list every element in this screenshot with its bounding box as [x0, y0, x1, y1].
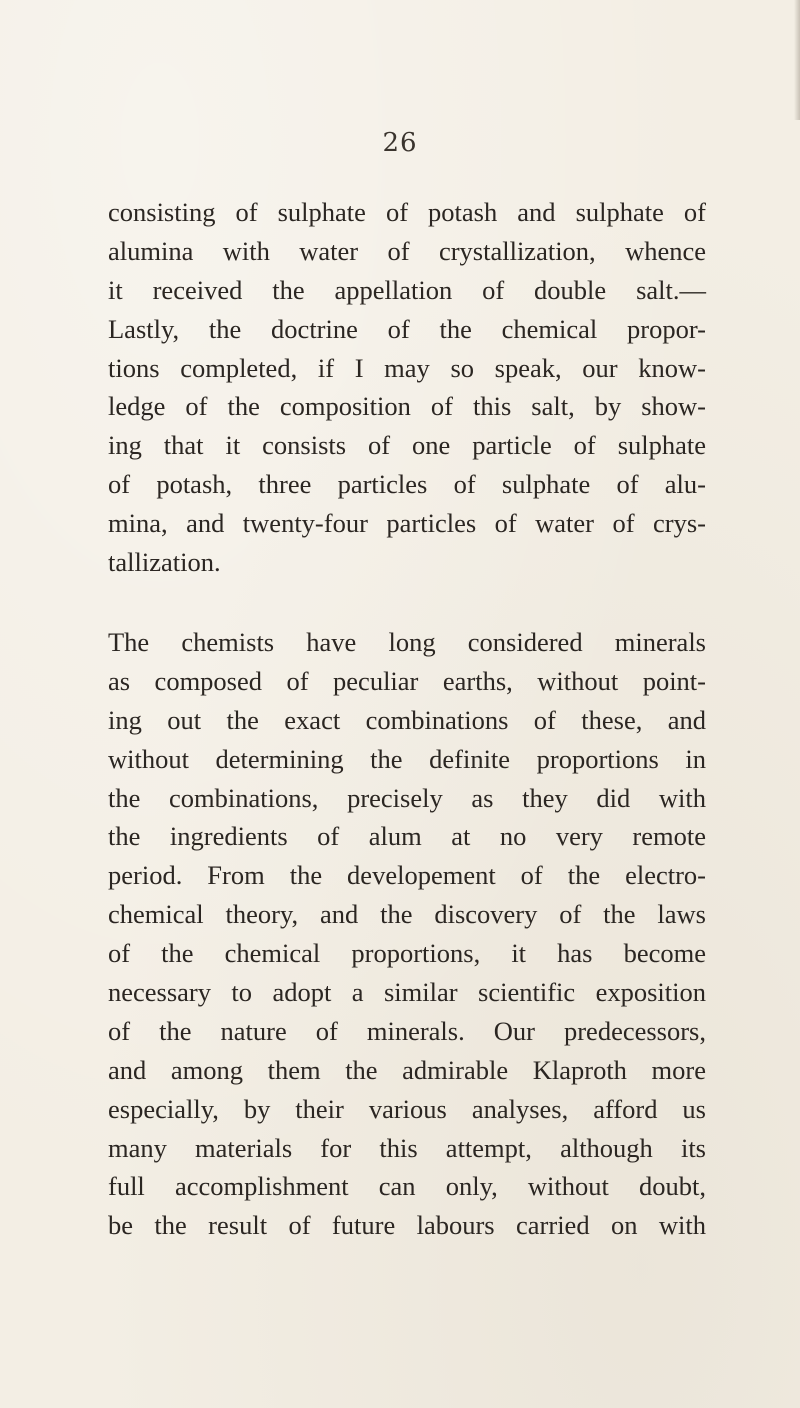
text-line: especially, by their various analyses, afford us [108, 1093, 706, 1124]
page-edge-shadow [794, 0, 800, 120]
text-line: necessary to adopt a similar scientific exposition [108, 977, 706, 1008]
text-line: mina, and twenty-four particles of water of crys- [108, 508, 706, 539]
text-line: the ingredients of alum at no very remote [108, 821, 706, 852]
text-line: the combinations, precisely as they did with [108, 782, 706, 813]
text-line: and among them the admirable Klaproth more [108, 1054, 706, 1085]
paragraph-2 [108, 623, 706, 1245]
text-line: be the result of future labours carried on with [108, 1210, 706, 1241]
text-line: without determining the definite proportions in [108, 743, 706, 774]
text-line: alumina with water of crystallization, whence [108, 235, 706, 266]
text-line: The chemists have long considered minerals [108, 627, 706, 657]
text-line: tallization. [108, 547, 221, 578]
text-line: ing out the exact combinations of these, and [108, 704, 706, 735]
text-line: Lastly, the doctrine of the chemical propor- [108, 313, 706, 344]
text-line: of the chemical proportions, it has become [108, 938, 706, 969]
text-line: it received the appellation of double salt.— [108, 274, 706, 305]
text-line: ledge of the composition of this salt, by show- [108, 391, 706, 422]
text-line: full accomplishment can only, without doubt, [108, 1171, 706, 1202]
text-line: as composed of peculiar earths, without point- [108, 665, 706, 696]
text-line: period. From the developement of the electro- [108, 860, 706, 891]
text-line: chemical theory, and the discovery of the laws [108, 899, 706, 930]
text-line: many materials for this attempt, although its [108, 1132, 706, 1163]
text-line: of potash, three particles of sulphate of alu- [108, 469, 706, 500]
page-number: 26 [382, 128, 418, 158]
paragraph-1 [108, 193, 706, 582]
text-line: of the nature of minerals. Our predecessors, [108, 1015, 706, 1046]
text-line: ing that it consists of one particle of sulphate [108, 430, 706, 461]
text-line: consisting of sulphate of potash and sulphate of [108, 197, 706, 227]
text-line: tions completed, if I may so speak, our know- [108, 352, 706, 383]
